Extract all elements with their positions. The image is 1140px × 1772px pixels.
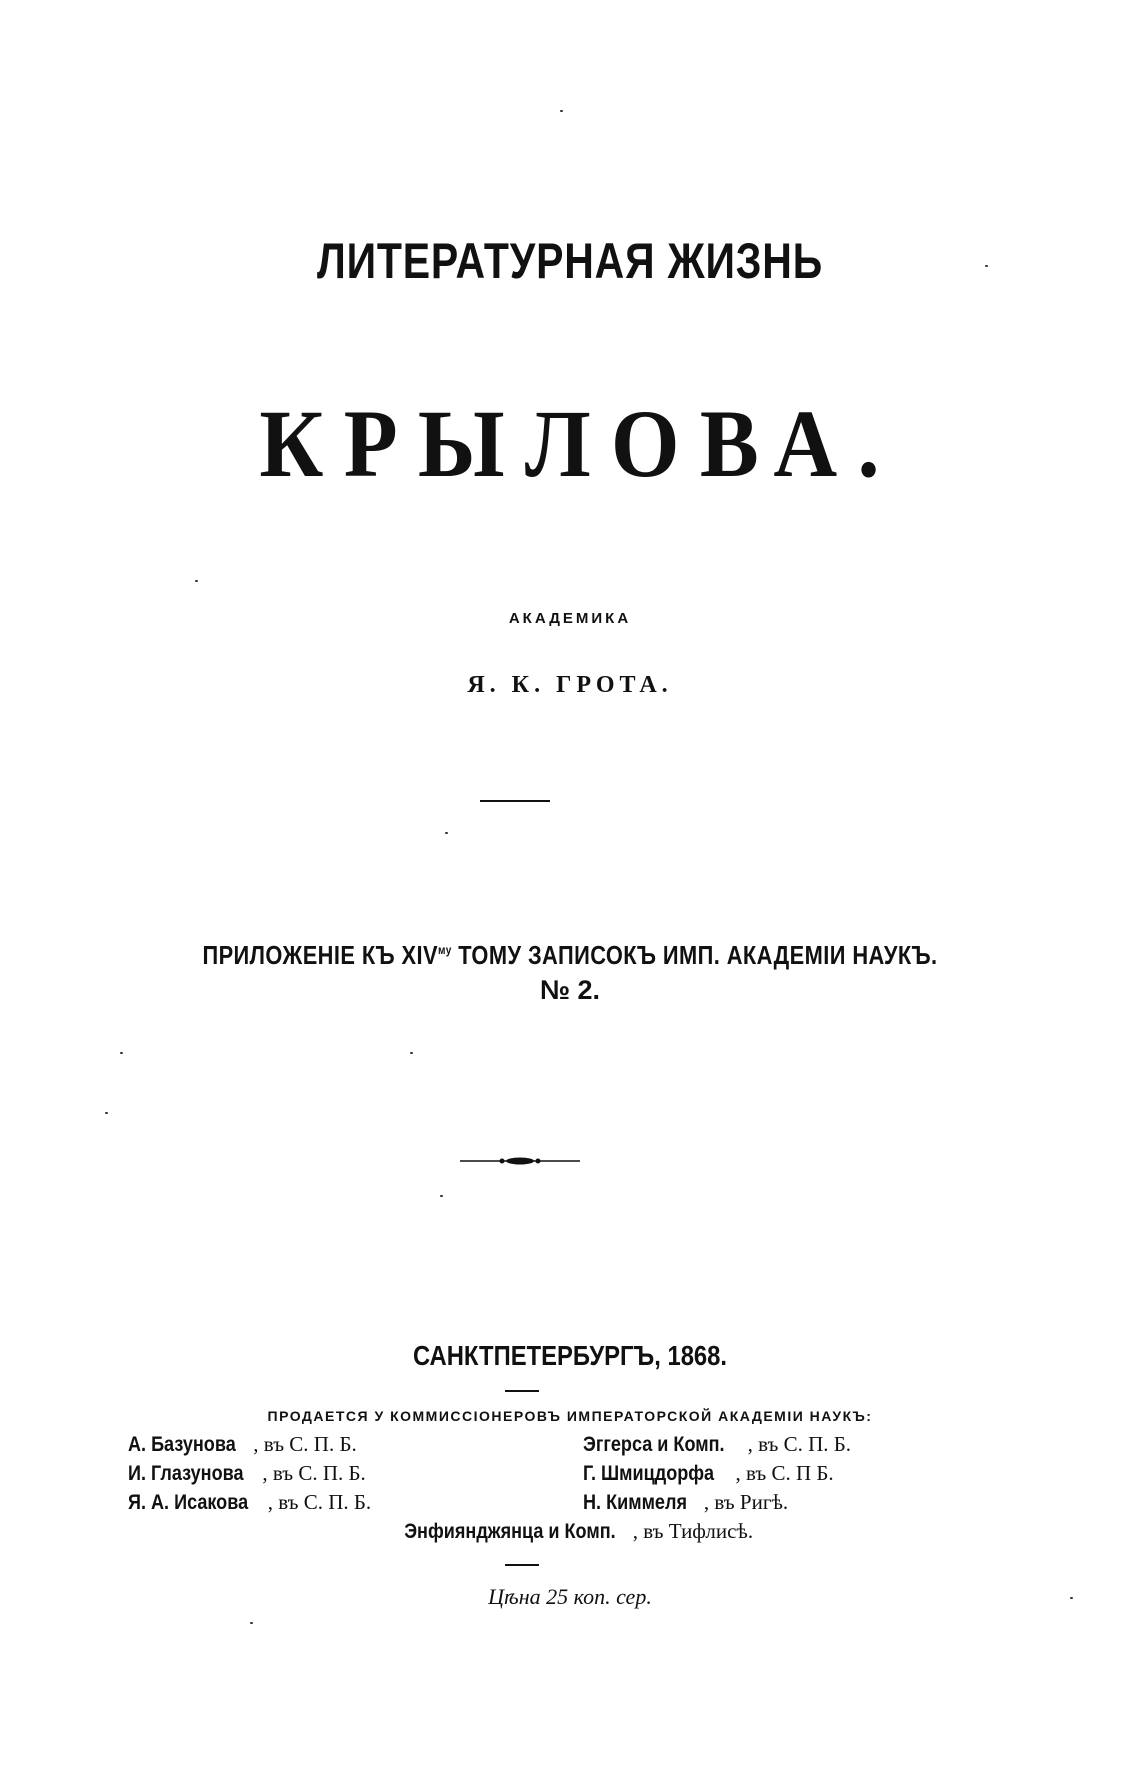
- issue-number: № 2.: [539, 975, 601, 1005]
- seller-place: , въ С. П. Б.: [267, 1490, 372, 1514]
- seller-entry: [583, 1461, 834, 1486]
- seller-row: [128, 1432, 928, 1461]
- seller-name: И. Глазунова: [128, 1462, 244, 1485]
- scan-speck: [1070, 1597, 1073, 1599]
- seller-place: , въ С. П. Б.: [253, 1432, 357, 1456]
- supplement-text-before: ПРИЛОЖЕНІЕ КЪ XIV: [202, 940, 438, 970]
- seller-entry: [128, 1432, 357, 1457]
- seller-name: Я. А. Исакова: [128, 1491, 249, 1514]
- seller-place: , въ С. П Б.: [735, 1461, 834, 1485]
- scan-speck: [120, 1052, 123, 1054]
- seller-name: Эггерса и Комп.: [583, 1433, 725, 1456]
- supplement-text-after: ТОМУ ЗАПИСОКЪ ИМП. АКАДЕМІИ НАУКЪ.: [451, 940, 938, 970]
- scan-speck: [410, 1052, 413, 1054]
- author-label: АКАДЕМИКА: [508, 610, 632, 627]
- title-line-2: КРЫЛОВА.: [259, 390, 900, 497]
- price-line: Цѣна 25 коп. сер.: [488, 1584, 652, 1609]
- sold-by-heading: ПРОДАЕТСЯ У КОММИССІОНЕРОВЪ ИМПЕРАТОРСКОЙ АКАДЕМІИ НАУКЪ:: [267, 1408, 873, 1424]
- seller-entry: [583, 1432, 851, 1457]
- city-year: САНКТПЕТЕРБУРГЪ, 1868.: [412, 1340, 728, 1371]
- scan-speck: [440, 1195, 443, 1197]
- scan-speck: [445, 832, 448, 834]
- seller-row: [128, 1490, 928, 1519]
- seller-name: Энфиянджянца и Комп.: [404, 1520, 616, 1543]
- seller-place: , въ Ригѣ.: [703, 1490, 789, 1514]
- divider-rule-small: [505, 1390, 539, 1392]
- seller-place: , въ С. П. Б.: [747, 1432, 852, 1456]
- seller-name: Н. Киммеля: [583, 1491, 687, 1514]
- seller-name: А. Базунова: [128, 1433, 236, 1456]
- seller-entry: [128, 1490, 371, 1515]
- title-line-1: ЛИТЕРАТУРНАЯ ЖИЗНЬ: [317, 233, 823, 289]
- scan-speck: [105, 1112, 108, 1114]
- scan-speck: [250, 1622, 253, 1624]
- seller-entry: [128, 1461, 366, 1486]
- scan-speck: [560, 110, 563, 112]
- divider-rule: [480, 800, 550, 802]
- seller-entry: [583, 1490, 788, 1515]
- seller-name: Г. Шмицдорфа: [583, 1462, 715, 1485]
- seller-entry-last: [0, 1519, 1140, 1544]
- seller-place: , въ Тифлисѣ.: [632, 1519, 754, 1543]
- ornament-divider: [460, 1155, 580, 1167]
- supplement-superscript: му: [437, 943, 452, 957]
- author-name: Я. К. ГРОТА.: [467, 672, 673, 698]
- divider-rule-small: [505, 1564, 539, 1566]
- scan-speck: [985, 265, 988, 267]
- seller-list: [128, 1432, 928, 1519]
- scan-speck: [195, 580, 198, 582]
- seller-place: , въ С. П. Б.: [262, 1461, 366, 1485]
- supplement-line: [91, 940, 1049, 971]
- seller-row: [128, 1461, 928, 1490]
